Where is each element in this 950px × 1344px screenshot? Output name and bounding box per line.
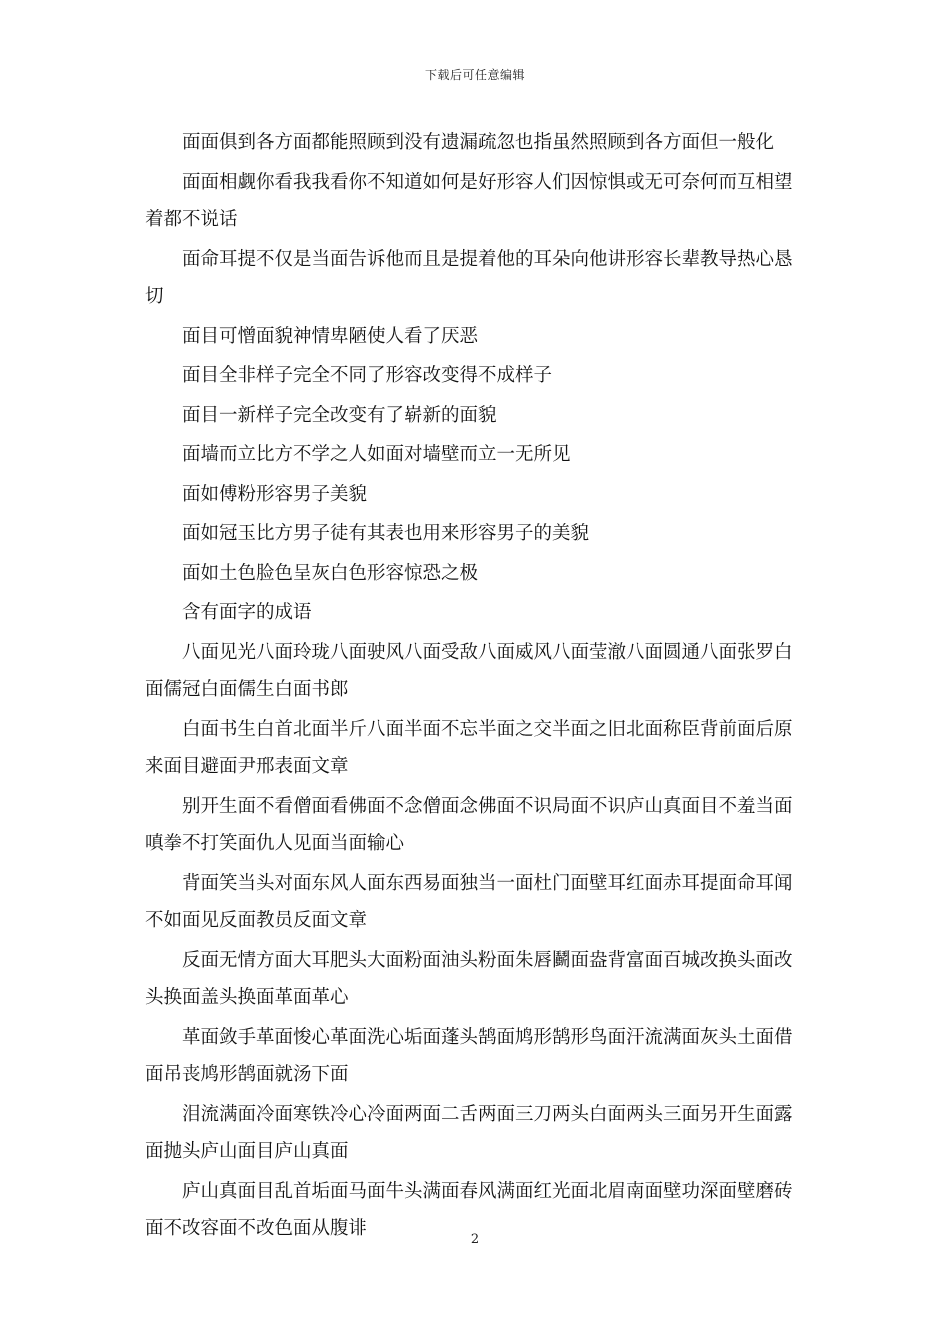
page-header: 下载后可任意编辑 [424, 68, 525, 82]
paragraph: 面目全非样子完全不同了形容改变得不成样子 [182, 365, 553, 386]
paragraph: 八面见光八面玲珑八面驶风八面受敌八面威风八面莹澈八面圆通八面张罗白面儒冠白面儒生白面书郎 [145, 641, 793, 700]
paragraph: 反面无情方面大耳肥头大面粉面油头粉面朱唇鬬面盎背富面百城改换头面改头换面盖头换面革面革心 [145, 949, 793, 1008]
paragraph: 背面笑当头对面东风人面东西易面独当一面杜门面壁耳红面赤耳提面命耳闻不如面见反面教员反面文章 [145, 872, 793, 931]
paragraph: 别开生面不看僧面看佛面不念僧面念佛面不识局面不识庐山真面目不羞当面嗔拳不打笑面仇人见面当面输心 [145, 795, 793, 854]
paragraph: 面目可憎面貌神情卑陋使人看了厌恶 [182, 325, 479, 347]
paragraph: 革面敛手革面悛心革面洗心垢面蓬头鹄面鸠形鹄形鸟面汗流满面灰头土面借面吊丧鸠形鹄面就汤下面 [145, 1026, 793, 1085]
paragraph: 庐山真面目乱首垢面马面牛头满面春风满面红光面北眉南面壁功深面壁磨砖面不改容面不改色面从腹诽 [145, 1180, 793, 1239]
section-heading: 含有面字的成语 [182, 602, 312, 623]
paragraph: 面如傅粉形容男子美貌 [182, 483, 368, 505]
paragraph: 面面俱到各方面都能照顾到没有遗漏疏忽也指虽然照顾到各方面但一般化 [182, 132, 775, 153]
document-body [145, 124, 810, 1250]
paragraph: 白面书生白首北面半斤八面半面不忘半面之交半面之旧北面称臣背前面后原来面目避面尹邢表面文章 [145, 718, 793, 777]
paragraph: 面目一新样子完全改变有了崭新的面貌 [182, 404, 497, 426]
paragraph: 面如冠玉比方男子徒有其表也用来形容男子的美貌 [182, 523, 590, 544]
paragraph: 面墙而立比方不学之人如面对墙壁而立一无所见 [182, 444, 571, 465]
paragraph: 面面相觑你看我我看你不知道如何是好形容人们因惊惧或无可奈何而互相望着都不说话 [145, 171, 793, 230]
paragraph: 面如土色脸色呈灰白色形容惊恐之极 [182, 562, 479, 584]
page-number: 2 [470, 1232, 480, 1247]
paragraph: 泪流满面冷面寒铁冷心冷面两面二舌两面三刀两头白面两头三面另开生面露面抛头庐山面目庐山真面 [145, 1103, 793, 1162]
paragraph: 面命耳提不仅是当面告诉他而且是提着他的耳朵向他讲形容长辈教导热心恳切 [145, 248, 793, 307]
